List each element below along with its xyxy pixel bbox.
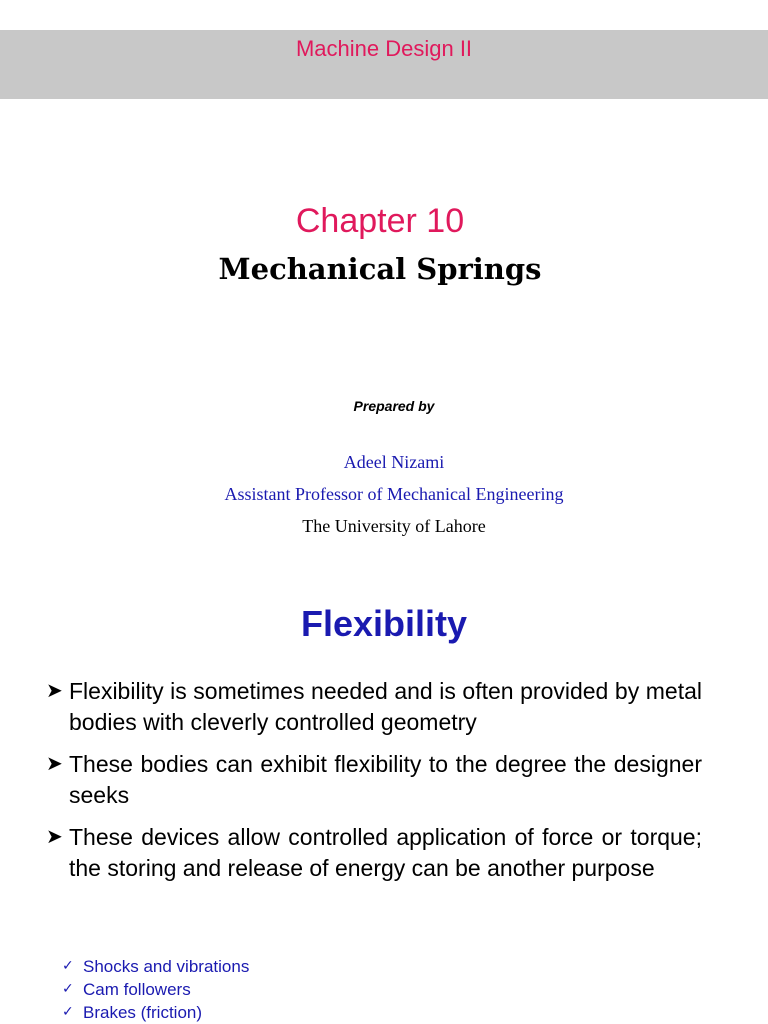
application-text: Cam followers — [83, 980, 191, 999]
checkmark-icon: ✓ — [62, 981, 74, 997]
application-item — [62, 955, 249, 978]
bullet-list — [46, 676, 702, 895]
application-item — [62, 978, 249, 1001]
bullet-text: These bodies can exhibit flexibility to the degree the designer seeks — [69, 751, 702, 808]
bullet-item — [46, 676, 702, 738]
chapter-number: Chapter 10 — [295, 202, 465, 240]
application-text: Shocks and vibrations — [83, 957, 250, 976]
checkmark-icon: ✓ — [62, 958, 74, 974]
bullet-text: These devices allow controlled application of force or torque; the storing and release of energy can be another purpose — [69, 824, 702, 881]
course-title: Machine Design II — [295, 36, 473, 61]
arrowhead-bullet-icon: ➤ — [46, 680, 63, 702]
arrowhead-bullet-icon: ➤ — [46, 826, 63, 848]
bullet-item — [46, 822, 702, 884]
section-title: Flexibility — [300, 603, 468, 644]
author-name: Adeel Nizami — [343, 452, 445, 472]
application-text: Brakes (friction) — [83, 1003, 203, 1022]
arrowhead-bullet-icon: ➤ — [46, 753, 63, 775]
applications-list — [62, 955, 249, 1024]
checkmark-icon: ✓ — [62, 1004, 74, 1020]
author-position: Assistant Professor of Mechanical Engineering — [224, 484, 564, 504]
bullet-item — [46, 749, 702, 811]
bullet-text: Flexibility is sometimes needed and is often provided by metal bodies with cleverly controlled geometry — [69, 678, 702, 735]
application-item — [62, 1001, 249, 1024]
chapter-title: Mechanical Springs — [218, 252, 542, 286]
author-affiliation: The University of Lahore — [302, 516, 486, 536]
prepared-by-label: Prepared by — [353, 398, 435, 414]
